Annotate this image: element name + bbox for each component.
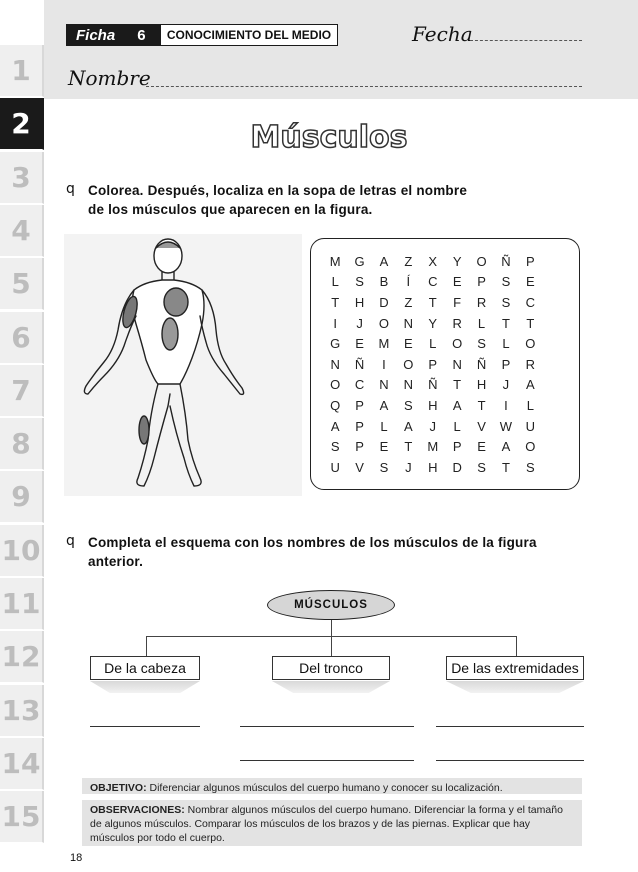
tab-14[interactable]: 14 [0, 738, 44, 790]
word-search-letter: S [525, 459, 535, 475]
word-search-letter: Ñ [354, 356, 365, 372]
instruction-1-line-2: de los músculos que aparecen en la figura. [88, 202, 373, 217]
word-search-letter: L [380, 418, 388, 434]
human-body-icon [64, 234, 302, 496]
word-search-letter: O [330, 377, 341, 393]
word-search-letter: Z [404, 253, 413, 269]
word-search-letter: T [526, 315, 535, 331]
word-search-letter: O [525, 336, 536, 352]
word-search-letter: P [355, 397, 364, 413]
word-search-letter: O [378, 315, 390, 331]
word-search-letter: J [356, 315, 363, 331]
word-search-letter: E [525, 274, 535, 290]
ficha-label: Ficha [76, 26, 116, 44]
tab-13[interactable]: 13 [0, 685, 44, 737]
word-search-letter: G [330, 336, 341, 352]
word-search-letter: J [405, 459, 412, 475]
tab-2[interactable]: 2 [0, 98, 44, 150]
branch-limbs: De las extremidades [446, 656, 584, 680]
scheme-connector [146, 636, 147, 656]
word-search-letter: N [403, 377, 414, 393]
bullet-icon: q [66, 533, 75, 549]
word-search-letter: T [428, 294, 437, 310]
fecha-label: Fecha [412, 22, 473, 46]
word-search-letter: O [403, 356, 414, 372]
tab-12[interactable]: 12 [0, 631, 44, 683]
tab-15[interactable]: 15 [0, 791, 44, 843]
nombre-label: Nombre [68, 66, 151, 90]
word-search-letter: P [501, 356, 511, 372]
objetivo-label: OBJETIVO: [90, 782, 147, 794]
ficha-badge [66, 24, 160, 46]
word-search-letter: R [476, 294, 487, 310]
word-search-letter: O [476, 253, 487, 269]
word-search-letter: T [501, 459, 510, 475]
tab-1[interactable]: 1 [0, 45, 44, 97]
branch-head: De la cabeza [90, 656, 200, 680]
word-search-letter: N [379, 377, 389, 393]
ficha-number: 6 [137, 26, 146, 44]
word-search-letter: S [404, 397, 413, 413]
word-search-letter: P [477, 274, 486, 290]
word-search-row [323, 251, 543, 272]
word-search-letter: S [477, 459, 486, 475]
word-search-letter: S [501, 294, 511, 310]
scheme-connector [516, 636, 517, 656]
word-search-letter: A [404, 418, 413, 434]
instruction-2-line-2: anterior. [88, 554, 144, 569]
word-search-letter: C [428, 274, 438, 290]
fecha-field[interactable] [470, 40, 582, 41]
answer-line[interactable] [240, 760, 414, 761]
word-search-letter: Y [428, 315, 438, 331]
word-search-table [323, 251, 543, 478]
answer-line[interactable] [240, 726, 414, 727]
word-search-letter: I [504, 397, 508, 413]
word-search-letter: G [354, 253, 365, 269]
scheme-root: MÚSCULOS [267, 590, 395, 620]
word-search-letter: S [330, 439, 340, 455]
word-search-letter: S [477, 336, 486, 352]
word-search-letter: T [331, 294, 340, 310]
word-search-letter: D [379, 294, 389, 310]
branch-shadow [272, 681, 390, 693]
branch-shadow [446, 681, 584, 693]
scheme-connector [331, 636, 332, 656]
instruction-2 [88, 533, 588, 571]
word-search-letter: L [331, 274, 339, 290]
objetivo-box [82, 778, 582, 794]
word-search-letter: T [477, 397, 486, 413]
word-search-letter: Q [330, 397, 341, 413]
word-search-letter: S [501, 274, 511, 290]
tab-5[interactable]: 5 [0, 258, 44, 310]
word-search-letter: I [333, 315, 337, 331]
word-search-letter: A [525, 377, 535, 393]
word-search-letter: T [404, 439, 413, 455]
page-title: Músculos [250, 120, 408, 155]
word-search-letter: P [452, 439, 462, 455]
word-search-letter: R [525, 356, 536, 372]
word-search-letter: P [355, 439, 364, 455]
word-search-letter: T [453, 377, 462, 393]
word-search-row [323, 354, 543, 375]
tab-8[interactable]: 8 [0, 418, 44, 470]
word-search-letter: O [525, 439, 536, 455]
word-search-letter: P [355, 418, 364, 434]
word-search-letter: V [477, 418, 486, 434]
word-search-letter: E [404, 336, 413, 352]
word-search-letter: S [379, 459, 389, 475]
word-search-letter: L [526, 397, 534, 413]
word-search-row [323, 436, 543, 457]
word-search-row [323, 457, 543, 478]
word-search-letter: V [355, 459, 364, 475]
instruction-1-line-1: Colorea. Después, localiza en la sopa de letras el nombre [88, 183, 468, 198]
word-search-letter: J [429, 418, 436, 434]
word-search-grid [310, 238, 580, 490]
word-search-letter: D [452, 459, 462, 475]
subject-label: CONOCIMIENTO DEL MEDIO [160, 24, 338, 46]
branch-shadow [90, 681, 200, 693]
word-search-letter: P [428, 356, 438, 372]
word-search-row [323, 395, 543, 416]
instruction-1 [88, 181, 467, 219]
answer-line[interactable] [436, 726, 584, 727]
word-search-letter: M [378, 336, 390, 352]
word-search-letter: F [453, 294, 462, 310]
word-search-letter: S [355, 274, 364, 290]
word-search-letter: J [502, 377, 510, 393]
tab-3[interactable]: 3 [0, 152, 44, 204]
word-search-row [323, 375, 543, 396]
word-search-row [323, 333, 543, 354]
word-search-letter: N [452, 356, 462, 372]
word-search-row [323, 292, 543, 313]
word-search-row [323, 313, 543, 334]
word-search-letter: Y [452, 253, 462, 269]
word-search-letter: A [501, 439, 511, 455]
page-number: 18 [70, 852, 83, 864]
word-search-letter: A [452, 397, 462, 413]
word-search-letter: H [354, 294, 365, 310]
scheme-connector [331, 620, 332, 636]
branch-trunk: Del tronco [272, 656, 390, 680]
word-search-row [323, 416, 543, 437]
human-body-figure [64, 234, 302, 496]
word-search-letter: T [501, 315, 510, 331]
answer-line[interactable] [90, 726, 200, 727]
answer-line[interactable] [436, 760, 584, 761]
word-search-letter: L [429, 336, 437, 352]
instruction-2-line-1: Completa el esquema con los nombres de los músculos de la figura [88, 535, 537, 550]
tab-11[interactable]: 11 [0, 578, 44, 630]
word-search-row [323, 272, 543, 293]
word-search-letter: N [330, 356, 340, 372]
word-search-letter: Ñ [501, 253, 511, 269]
word-search-letter: E [379, 439, 389, 455]
word-search-letter: Ñ [476, 356, 487, 372]
word-search-letter: B [379, 274, 389, 290]
word-search-letter: N [403, 315, 414, 331]
observaciones-box [82, 800, 582, 846]
word-search-letter: L [477, 315, 486, 331]
word-search-letter: M [427, 439, 439, 455]
word-search-letter: C [525, 294, 536, 310]
word-search-letter: M [329, 253, 341, 269]
word-search-letter: E [452, 274, 462, 290]
tab-7[interactable]: 7 [0, 365, 44, 417]
tab-4[interactable]: 4 [0, 205, 44, 257]
word-search-letter: A [330, 418, 340, 434]
word-search-letter: U [330, 459, 340, 475]
word-search-letter: O [452, 336, 463, 352]
word-search-letter: L [502, 336, 510, 352]
word-search-letter: H [428, 397, 438, 413]
word-search-letter: I [382, 356, 386, 372]
word-search-letter: W [499, 418, 513, 434]
word-search-letter: X [428, 253, 438, 269]
word-search-letter: C [354, 377, 365, 393]
objetivo-text: Diferenciar algunos músculos del cuerpo humano y conocer su localización. [149, 782, 503, 794]
word-search-letter: P [525, 253, 535, 269]
word-search-letter: A [379, 253, 389, 269]
word-search-letter: Z [404, 294, 413, 310]
word-search-letter: E [477, 439, 486, 455]
nombre-field[interactable] [146, 86, 582, 87]
word-search-letter: U [525, 418, 536, 434]
observaciones-label: OBSERVACIONES: [90, 804, 185, 816]
bullet-icon: q [66, 181, 75, 197]
word-search-letter: R [452, 315, 462, 331]
word-search-letter: E [355, 336, 364, 352]
word-search-letter: L [453, 418, 461, 434]
word-search-letter: Í [406, 274, 411, 290]
tab-10[interactable]: 10 [0, 525, 44, 577]
word-search-letter: H [428, 459, 438, 475]
tab-9[interactable]: 9 [0, 471, 44, 523]
word-search-letter: H [476, 377, 487, 393]
tab-6[interactable]: 6 [0, 312, 44, 364]
word-search-letter: Ñ [428, 377, 438, 393]
observaciones-text: Nombrar algunos músculos del cuerpo humano. Diferenciar la forma y el tamaño de algunos músculos. Comparar los músculos de los brazos y de las piernas. Explicar que hay músculos por todo el cuerpo. [90, 804, 563, 844]
word-search-letter: A [379, 397, 389, 413]
